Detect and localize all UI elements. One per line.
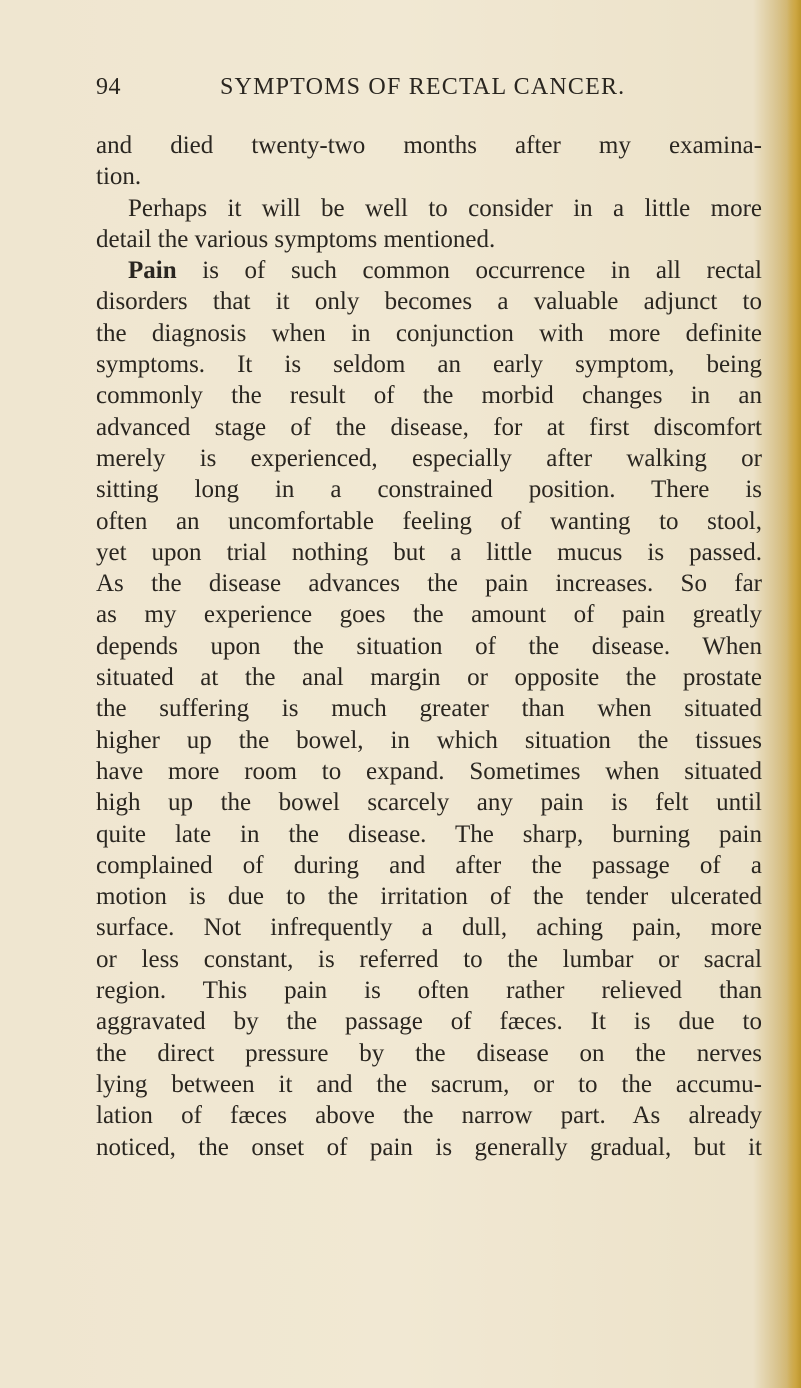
text-line-rest: is of such common occurrence in all rectal xyxy=(176,257,762,285)
text-line: symptoms. It is seldom an early symptom, being xyxy=(96,351,762,379)
running-title: SYMPTOMS OF RECTAL CANCER. xyxy=(220,74,626,100)
text-line: or less constant, is referred to the lumbar or sacral xyxy=(96,945,762,973)
text-line: lation of fæces above the narrow part. As already xyxy=(96,1102,762,1130)
text-line: the suffering is much greater than when situated xyxy=(96,695,762,723)
text-line: motion is due to the irritation of the tender ulcerated xyxy=(96,883,762,911)
text-line: Perhaps it will be well to consider in a little more xyxy=(128,194,762,222)
text-line: aggravated by the passage of fæces. It is due to xyxy=(96,1008,762,1036)
text-line: lying between it and the sacrum, or to the accumu- xyxy=(96,1070,762,1098)
text-line: as my experience goes the amount of pain greatly xyxy=(96,601,762,629)
text-line: noticed, the onset of pain is generally gradual, but it xyxy=(96,1133,762,1161)
section-lead-word: Pain xyxy=(128,257,177,285)
text-line: and died twenty-two months after my examina- xyxy=(96,132,762,159)
text-line: yet upon trial nothing but a little mucus is passed. xyxy=(96,538,762,566)
text-line: higher up the bowel, in which situation the tissues xyxy=(96,726,762,754)
text-line: region. This pain is often rather relieved than xyxy=(96,977,762,1005)
body-text xyxy=(96,130,762,1163)
text-line: the diagnosis when in conjunction with more definite xyxy=(96,319,762,347)
page-number: 94 xyxy=(96,74,121,100)
text-line: complained of during and after the passage of a xyxy=(96,851,762,879)
text-line: sitting long in a constrained position. There is xyxy=(96,476,762,504)
text-line: situated at the anal margin or opposite the prostate xyxy=(96,664,762,692)
text-line: disorders that it only becomes a valuable adjunct to xyxy=(96,288,762,316)
text-line: commonly the result of the morbid changes in an xyxy=(96,382,762,410)
text-line: surface. Not infrequently a dull, aching pain, more xyxy=(96,914,762,942)
text-line-lead xyxy=(96,255,762,286)
text-line: merely is experienced, especially after walking or xyxy=(96,444,762,472)
page-header xyxy=(96,74,736,110)
text-line: advanced stage of the disease, for at first discomfort xyxy=(96,413,762,441)
text-line: As the disease advances the pain increases. So far xyxy=(96,570,762,598)
text-line: tion. xyxy=(96,163,142,191)
text-line: detail the various symptoms mentioned. xyxy=(96,225,496,253)
text-line: the direct pressure by the disease on the nerves xyxy=(96,1039,762,1067)
text-line: often an uncomfortable feeling of wanting to stool, xyxy=(96,507,762,535)
text-line: quite late in the disease. The sharp, burning pain xyxy=(96,820,762,848)
text-line: depends upon the situation of the disease. When xyxy=(96,632,762,660)
text-line: have more room to expand. Sometimes when situated xyxy=(96,757,762,785)
page-edge-binding xyxy=(787,0,801,1388)
text-line: high up the bowel scarcely any pain is felt until xyxy=(96,789,762,817)
